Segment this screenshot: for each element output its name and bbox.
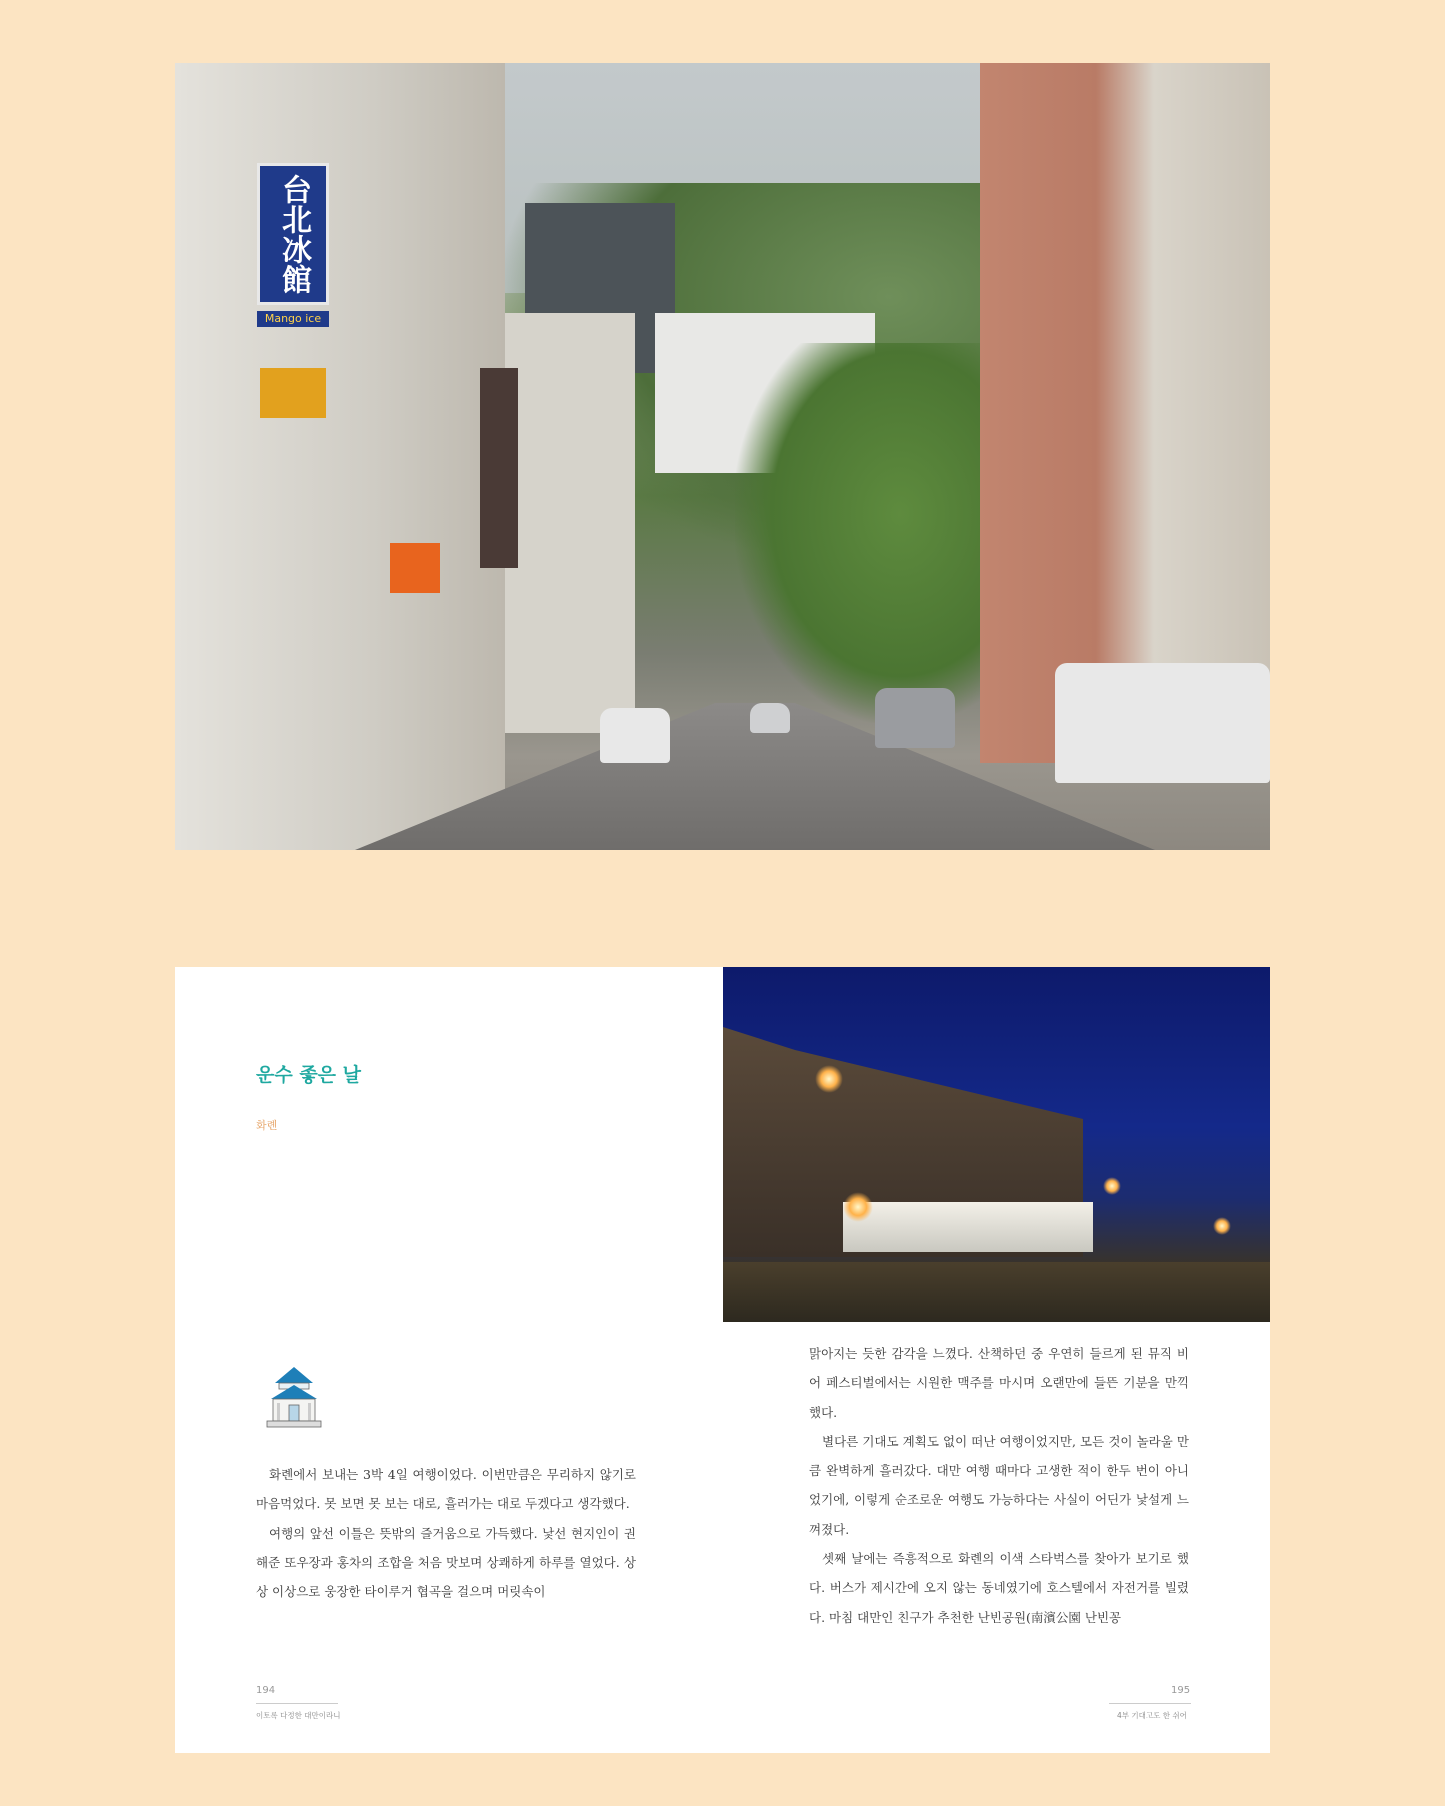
book-spread [175, 967, 1270, 1753]
car [750, 703, 790, 733]
region-label: 화롄 [256, 1119, 278, 1132]
street-lamp [815, 1065, 843, 1093]
string-light [843, 1192, 873, 1222]
market-tents [843, 1202, 1093, 1252]
vertical-sign [480, 368, 518, 568]
night-market-photo [723, 967, 1270, 1322]
street-photo [175, 63, 1270, 850]
chapter-title: 운수 좋은 날 [256, 1064, 361, 1086]
left-buildings-2 [505, 313, 635, 733]
paragraph: 여행의 앞선 이틀은 뜻밖의 즐거움으로 가득했다. 낯선 현지인이 권해준 또우장과 홍차의 조합을 처음 맛보며 상쾌하게 하루를 열었다. 상상 이상으로 웅장한 타이루거 협곡을 걸으며 머릿속이 [256, 1525, 636, 1600]
string-light [1103, 1177, 1121, 1195]
page-number-left: 194 [256, 1685, 276, 1696]
paragraph: 셋째 날에는 즉흥적으로 화롄의 이색 스타벅스를 찾아가 보기로 했다. 버스가 제시간에 오지 않는 동네였기에 호스텔에서 자전거를 빌렸다. 마침 대만인 친구가 추천한 난빈공원(南濱公園 난빈꽁 [809, 1551, 1189, 1625]
yellow-sign [260, 368, 326, 418]
shop-sign: 台北冰館 [257, 163, 329, 305]
paragraph: 별다른 기대도 계획도 없이 떠난 여행이었지만, 모든 것이 놀라울 만큼 완벽하게 흘러갔다. 대만 여행 때마다 고생한 적이 한두 번이 아니었기에, 이렇게 순조로운 여행도 가능하다는 사실이 어딘가 낯설게 느껴졌다. [809, 1433, 1189, 1537]
left-body-text [256, 1460, 636, 1606]
shop-sign-sub: Mango ice [257, 311, 329, 327]
paragraph: 화롄에서 보내는 3박 4일 여행이었다. 이번만큼은 무리하지 않기로 마음먹었다. 못 보면 못 보는 대로, 흘러가는 대로 두겠다고 생각했다. [256, 1467, 636, 1512]
right-body-text [809, 1339, 1189, 1632]
page-number-right: 195 [1171, 1685, 1191, 1696]
running-head-right: 4부 기대고도 한 쉬어 [1117, 1711, 1187, 1720]
right-buildings [980, 63, 1270, 763]
paragraph: 맑아지는 듯한 감각을 느꼈다. 산책하던 중 우연히 들르게 된 뮤직 비어 페스티벌에서는 시원한 맥주를 마시며 오랜만에 들뜬 기분을 만끽했다. [809, 1346, 1189, 1420]
footer-rule [1109, 1703, 1191, 1704]
car [875, 688, 955, 748]
memorial-hall-icon [263, 1365, 325, 1431]
orange-sign [390, 543, 440, 593]
running-head-left: 이토록 다정한 대만이라니 [256, 1711, 341, 1720]
car [1055, 663, 1270, 783]
plaza-ground [723, 1262, 1270, 1322]
footer-rule [256, 1703, 338, 1704]
left-buildings [175, 63, 505, 850]
car [600, 708, 670, 763]
string-light [1213, 1217, 1231, 1235]
